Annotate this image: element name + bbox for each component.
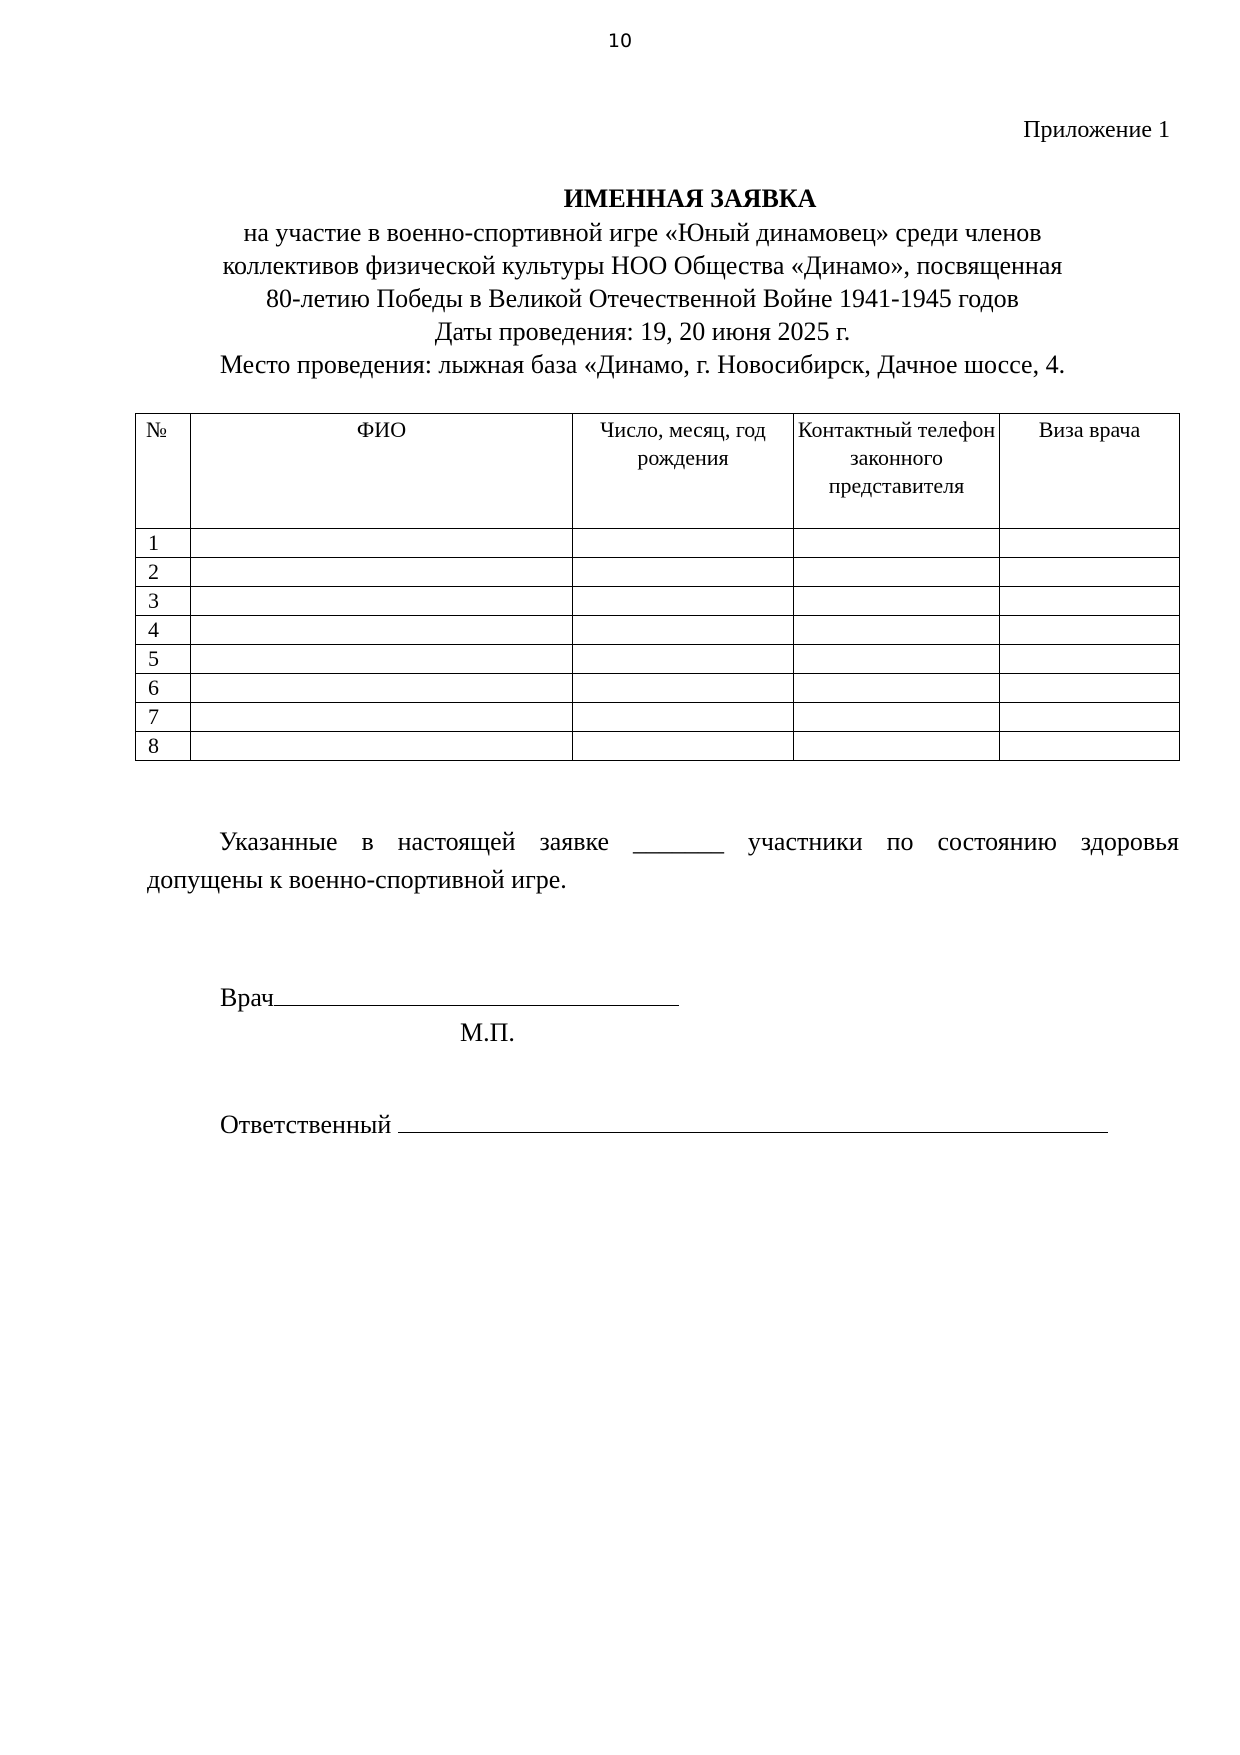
birth-date-cell: [573, 616, 794, 645]
row-number: 4: [136, 616, 191, 645]
responsible-label: Ответственный: [220, 1110, 392, 1139]
column-header-guardian-phone: Контактный телефон законного представителя: [794, 414, 1000, 529]
birth-date-cell: [573, 587, 794, 616]
fio-cell: [191, 616, 573, 645]
table-row: [136, 587, 1180, 616]
participants-table: [135, 413, 1180, 761]
row-number: 1: [136, 529, 191, 558]
table-row: [136, 558, 1180, 587]
doctor-signature-line: [220, 983, 679, 1013]
guardian-phone-cell: [794, 645, 1000, 674]
guardian-phone-cell: [794, 587, 1000, 616]
doctor-visa-cell: [1000, 558, 1180, 587]
table-row: [136, 732, 1180, 761]
participant-count-blank: _______: [632, 827, 724, 856]
fio-cell: [191, 587, 573, 616]
table-header-row: [136, 414, 1180, 529]
page-number: 10: [607, 30, 633, 52]
column-header-fio: ФИО: [191, 414, 573, 529]
birth-date-cell: [573, 732, 794, 761]
statement-word: участники: [747, 827, 863, 856]
doctor-label: Врач: [220, 983, 274, 1012]
guardian-phone-cell: [794, 558, 1000, 587]
statement-word: настоящей: [397, 827, 516, 856]
stamp-label: М.П.: [460, 1018, 515, 1047]
statement-line-2: допущены к военно-спортивной игре.: [147, 865, 567, 894]
birth-date-cell: [573, 674, 794, 703]
doctor-visa-cell: [1000, 732, 1180, 761]
birth-date-cell: [573, 558, 794, 587]
column-header-doctor-visa: Виза врача: [1000, 414, 1180, 529]
doctor-visa-cell: [1000, 616, 1180, 645]
doctor-visa-cell: [1000, 645, 1180, 674]
row-number: 7: [136, 703, 191, 732]
heading-line-organizer: коллективов физической культуры НОО Общества «Динамо», посвященная: [222, 251, 1063, 280]
fio-cell: [191, 558, 573, 587]
doctor-visa-cell: [1000, 529, 1180, 558]
birth-date-cell: [573, 703, 794, 732]
heading-line-dedication: 80-летию Победы в Великой Отечественной Войне 1941-1945 годов: [266, 284, 1019, 313]
column-header-number: №: [136, 414, 191, 529]
row-number: 3: [136, 587, 191, 616]
table-row: [136, 616, 1180, 645]
responsible-signature-blank: [398, 1110, 1108, 1133]
guardian-phone-cell: [794, 703, 1000, 732]
fio-cell: [191, 529, 573, 558]
guardian-phone-cell: [794, 529, 1000, 558]
doctor-visa-cell: [1000, 703, 1180, 732]
table-row: [136, 645, 1180, 674]
row-number: 8: [136, 732, 191, 761]
document-title: ИМЕННАЯ ЗАЯВКА: [563, 184, 817, 213]
doctor-signature-blank: [274, 983, 679, 1006]
fio-cell: [191, 732, 573, 761]
fio-cell: [191, 674, 573, 703]
guardian-phone-cell: [794, 616, 1000, 645]
fio-cell: [191, 703, 573, 732]
guardian-phone-cell: [794, 674, 1000, 703]
statement-line-1: [147, 823, 1179, 861]
birth-date-cell: [573, 645, 794, 674]
row-number: 5: [136, 645, 191, 674]
heading-line-dates: Даты проведения: 19, 20 июня 2025 г.: [434, 317, 851, 346]
table-row: [136, 674, 1180, 703]
doctor-visa-cell: [1000, 674, 1180, 703]
row-number: 2: [136, 558, 191, 587]
column-header-birth-date: Число, месяц, год рождения: [573, 414, 794, 529]
statement-word: состоянию: [937, 827, 1057, 856]
statement-word: здоровья: [1080, 827, 1179, 856]
heading-line-venue: Место проведения: лыжная база «Динамо, г. Новосибирск, Дачное шоссе, 4.: [219, 350, 1066, 379]
responsible-signature-line: [220, 1110, 1108, 1140]
doctor-visa-cell: [1000, 587, 1180, 616]
admission-statement: [147, 823, 1179, 899]
statement-word: заявке: [539, 827, 610, 856]
fio-cell: [191, 645, 573, 674]
row-number: 6: [136, 674, 191, 703]
table-row: [136, 703, 1180, 732]
statement-word: в: [361, 827, 374, 856]
statement-word: Указанные: [219, 827, 338, 856]
document-heading: [0, 182, 1240, 381]
birth-date-cell: [573, 529, 794, 558]
statement-word: по: [886, 827, 914, 856]
heading-line-event: на участие в военно-спортивной игре «Юный динамовец» среди членов: [243, 218, 1042, 247]
table-row: [136, 529, 1180, 558]
appendix-label: Приложение 1: [1023, 117, 1170, 143]
guardian-phone-cell: [794, 732, 1000, 761]
